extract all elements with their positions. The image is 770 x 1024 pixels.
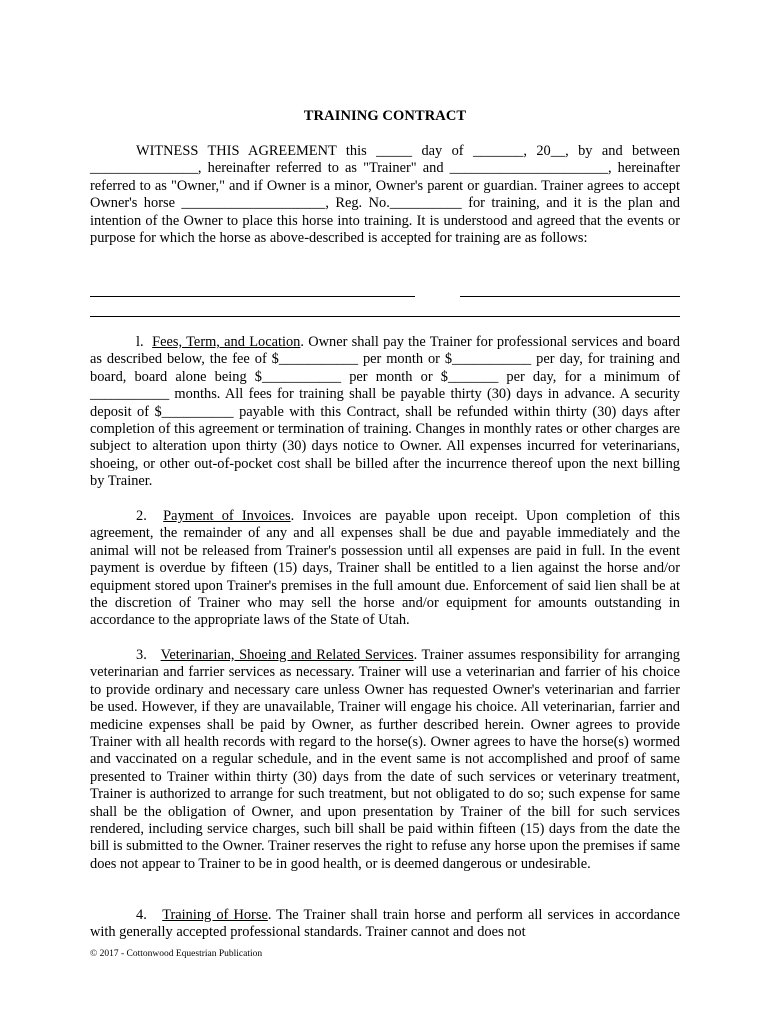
section-heading: Training of Horse <box>162 907 268 923</box>
section-number: 3. <box>136 647 147 663</box>
section-veterinarian <box>90 647 680 873</box>
section-fees <box>90 334 680 491</box>
section-body: . The Trainer shall train horse and perform all services in accordance with generally accepted professional standards. Trainer cannot and does not <box>90 907 680 941</box>
section-payment <box>90 508 680 630</box>
section-number: l. <box>136 334 144 350</box>
intro-paragraph: WITNESS THIS AGREEMENT this _____ day of _______, 20__, by and between _______________, hereinafter referred to as "Trainer" and ______________________, hereinafter referred to as "Owner," and if Owner is a minor, Owner's parent or guardian. Trainer agrees to accept Owner's horse ____________________, Reg. No.__________ for training, and it is the plan and intention of the Owner to place this horse into training. It is understood and agreed that the events or purpose for which the horse as above-described is accepted for training are as follows: <box>90 143 680 247</box>
section-number: 2. <box>136 508 147 524</box>
blank-line-left <box>90 296 415 297</box>
section-body: . Invoices are payable upon receipt. Upon completion of this agreement, the remainder of any and all expenses shall be due and payable immediately and the animal will not be released from Trainer's possession until all expenses are paid in full. In the event payment is overdue by fifteen (15) days, Trainer shall be entitled to a lien against the horse and/or equipment stored upon Trainer's premises in the full amount due. Enforcement of said lien shall be at the discretion of Trainer who may sell the horse and/or equipment for amounts outstanding in accordance to the appropriate laws of the State of Utah. <box>90 508 680 629</box>
document-title: TRAINING CONTRACT <box>303 108 467 124</box>
section-body: . Trainer assumes responsibility for arranging veterinarian and farrier services as necessary. Trainer will use a veterinarian and farrier of his choice to provide ordinary and necessary care unless Owner has requested Owner's veterinarian and farrier be used. However, if they are unavailable, Trainer will engage his choice. All veterinarian, farrier and medicine expenses shall be paid by Owner, as further described herein. Owner agrees to provide Trainer with all health records with regard to the horse(s). Owner agrees to have the horse(s) wormed and vaccinated on a regular schedule, and in the event same is not accomplished and proof of same presented to Trainer within thirty (30) days from the date of such services or veterinary treatment, Trainer is authorized to arrange for such treatment, but not obligated to do so; such expense for same shall be the obligation of Owner, and upon presentation by Trainer of the bill for such services rendered, including service charges, such bill shall be paid within fifteen (15) days from the date the bill is submitted to the Owner. Trainer reserves the right to refuse any horse upon the premises if same does not appear to Trainer to be in good health, or is deemed dangerous or undesirable. <box>90 647 680 872</box>
section-number: 4. <box>136 907 147 923</box>
section-heading: Payment of Invoices <box>163 508 291 524</box>
section-heading: Fees, Term, and Location <box>152 334 301 350</box>
blank-line-right <box>460 296 680 297</box>
section-training <box>90 907 680 942</box>
section-body: . Owner shall pay the Trainer for professional services and board as described below, the fee of $___________ per month or $___________ per day, for training and board, board alone being $___________ per month or $_______ per day, for a minimum of ___________ months. All fees for training shall be payable thirty (30) days in advance. A security deposit of $__________ payable with this Contract, shall be refunded within thirty (30) days after completion of this agreement or termination of training. Changes in monthly rates or other charges are subject to alteration upon thirty (30) days notice to Owner. All expenses incurred for veterinarians, shoeing, or other out-of-pocket cost shall be billed after the incurrence thereof upon the next billing by Trainer. <box>90 334 680 490</box>
section-heading: Veterinarian, Shoeing and Related Services <box>160 647 414 663</box>
blank-line-full <box>90 316 680 317</box>
copyright-footer: © 2017 - Cottonwood Equestrian Publication <box>90 949 263 959</box>
